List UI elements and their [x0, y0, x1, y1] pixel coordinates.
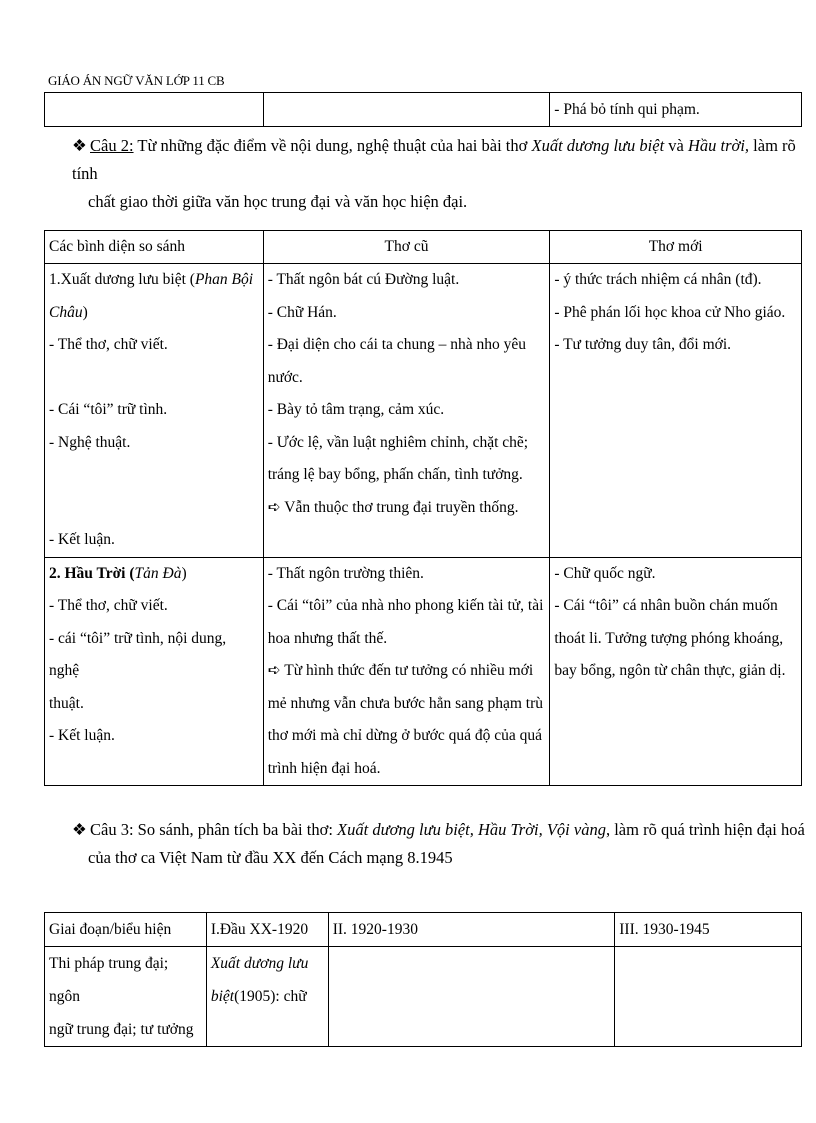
cell-line: nước. — [267, 368, 303, 386]
list-item: - Thể thơ, chữ viết. — [49, 336, 168, 353]
column-header: Thơ mới — [550, 231, 802, 264]
cell-line: trình hiện đại hoá. — [267, 759, 381, 777]
column-header: Các bình diện so sánh — [45, 231, 264, 264]
list-item: - Nghệ thuật. — [49, 433, 131, 451]
table-cell — [263, 557, 550, 786]
table-cell: - Phá bỏ tính qui phạm. — [550, 93, 802, 127]
table-cell — [206, 947, 328, 1047]
column-header: II. 1920-1930 — [328, 913, 615, 947]
list-item: - Kết luận. — [49, 727, 115, 744]
comparison-table — [44, 230, 802, 786]
column-header: Giai đoạn/biểu hiện — [45, 913, 207, 947]
question-3-line-2: của thơ ca Việt Nam từ đầu XX đến Cách mạng 8.1945 — [88, 848, 453, 867]
column-header: Thơ cũ — [263, 231, 550, 264]
table-cell — [328, 947, 615, 1047]
table-cell — [550, 264, 802, 558]
table-header-row — [45, 231, 802, 264]
cell-line: bay bổng, ngôn từ chân thực, giản dị. — [554, 662, 786, 679]
question-3-text: So sánh, phân tích ba bài thơ: — [133, 820, 338, 839]
table-cell: 1.Xuất dương lưu biệt (Phan Bội Châu) - Thể thơ, chữ viết. - Cái “tôi” trữ tình. - Nghệ thuật. - Kết luận. — [45, 264, 264, 558]
cell-line: mẻ nhưng vẫn chưa bước hẳn sang phạm trù — [267, 694, 544, 712]
cell-line: ngữ trung đại; tư tưởng — [49, 1021, 194, 1038]
table-row — [45, 947, 802, 1047]
cell-line: thơ mới mà chỉ dừng ở bước quá độ của quá — [267, 727, 542, 744]
cell-line: hoa nhưng thất thế. — [267, 629, 388, 647]
bullet-icon: ❖ — [72, 820, 87, 839]
author-name: Phan Bội — [194, 271, 254, 288]
cell-line: - Tư tưởng duy tân, đổi mới. — [554, 336, 732, 353]
question-2-text: Từ những đặc điểm về nội dung, nghệ thuật của hai bài thơ — [133, 136, 532, 155]
document-header: GIÁO ÁN NGỮ VĂN LỚP 11 CB — [48, 73, 225, 88]
table-header-row — [45, 913, 802, 947]
cell-line: - Thất ngôn bát cú Đường luật. — [267, 271, 460, 288]
list-item: - cái “tôi” trữ tình, nội dung, nghệ — [49, 629, 227, 679]
question-2-line-2: chất giao thời giữa văn học trung đại và văn học hiện đại. — [88, 192, 468, 211]
cell-line: ➪ Vẫn thuộc thơ trung đại truyền thống. — [267, 498, 519, 516]
poem-title: Xuất dương lưu biệt — [531, 136, 665, 155]
bullet-icon: ❖ — [72, 136, 87, 155]
cell-line: - Chữ Hán. — [267, 303, 337, 321]
list-item: - Thể thơ, chữ viết. — [49, 597, 168, 614]
cell-line: biệt(1905): chữ — [210, 988, 307, 1005]
cell-line: - Ước lệ, vần luật nghiêm chỉnh, chặt chẽ; — [267, 433, 529, 451]
table-cell — [45, 947, 207, 1047]
question-3-label: Câu 3: — [90, 820, 134, 839]
cell-line: tráng lệ bay bổng, phấn chấn, tình tưởng. — [267, 466, 523, 483]
question-2-line-1 — [72, 132, 812, 188]
table-cell — [263, 264, 550, 558]
poem-title: Hầu trời, — [687, 136, 750, 155]
question-3 — [72, 816, 812, 872]
list-item: - Kết luận. — [49, 531, 115, 548]
cell-line: - Bày tỏ tâm trạng, cảm xúc. — [267, 401, 445, 418]
cell-line: - Phê phán lối học khoa cử Nho giáo. — [554, 303, 786, 321]
table-row — [45, 557, 802, 786]
column-header: I.Đầu XX-1920 — [206, 913, 328, 947]
question-2-text: và — [664, 136, 688, 155]
column-header: III. 1930-1945 — [615, 913, 802, 947]
table-row — [45, 264, 802, 558]
table-cell — [263, 93, 550, 127]
stage-table — [44, 912, 802, 1047]
table-cell — [45, 93, 264, 127]
question-2 — [72, 132, 812, 216]
row-title: 2. Hầu Trời (Tản Đà) — [49, 564, 187, 582]
table-cell — [45, 557, 264, 786]
cell-line: - Cái “tôi” của nhà nho phong kiến tài tử, tài — [267, 597, 544, 614]
poem-titles: Xuất dương lưu biệt, Hầu Trời, Vội vàng — [337, 820, 606, 839]
cell-line: - ý thức trách nhiệm cá nhân (tđ). — [554, 271, 762, 288]
cell-line: - Thất ngôn trường thiên. — [267, 564, 424, 582]
author-name: Tản Đà — [134, 564, 182, 582]
table-cell — [550, 557, 802, 786]
table-row — [45, 93, 802, 127]
question-2-text: làm rõ tính — [72, 136, 796, 183]
cell-line: thoát li. Tưởng tượng phóng khoáng, — [554, 629, 784, 647]
cell-line: Xuất dương lưu — [210, 955, 309, 972]
cell-line: - Chữ quốc ngữ. — [554, 564, 656, 582]
cell-line: Thi pháp trung đại; ngôn — [49, 955, 169, 1005]
continuation-table — [44, 92, 802, 127]
row-title: 1.Xuất dương lưu biệt (Phan Bội — [49, 271, 254, 288]
list-item: thuật. — [49, 694, 84, 712]
table-cell — [615, 947, 802, 1047]
question-3-text: , làm rõ quá trình hiện đại hoá — [605, 820, 805, 839]
question-2-label: Câu 2: — [90, 136, 134, 155]
cell-line: - Cái “tôi” cá nhân buồn chán muốn — [554, 597, 778, 614]
list-item: - Cái “tôi” trữ tình. — [49, 401, 168, 418]
question-3-line-1 — [72, 816, 812, 844]
cell-line: ➪ Từ hình thức đến tư tưởng có nhiều mới — [267, 662, 534, 679]
cell-line: - Đại diện cho cái ta chung – nhà nho yêu — [267, 336, 526, 353]
